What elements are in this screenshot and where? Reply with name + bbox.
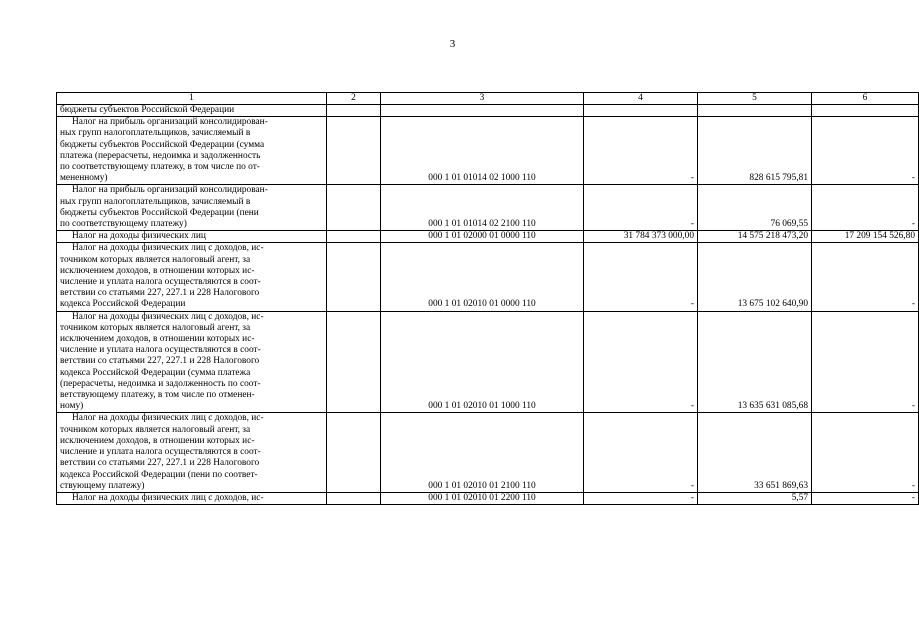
budget-code-cell [381,105,584,117]
budget-code-cell: 000 1 01 02010 01 1000 110 [381,311,584,413]
amount-col6-cell: - [812,185,919,231]
table-row [57,185,919,231]
amount-col6-cell: - [812,117,919,185]
description-line: точником которых является налоговый агент, за [60,254,251,265]
budget-revenue-table [56,92,919,505]
description-line: Налог на доходы физических лиц [72,231,206,242]
budget-code-cell: 000 1 01 01014 02 1000 110 [381,117,584,185]
column-number-6: 6 [812,93,919,105]
amount-col4-cell: - [584,117,698,185]
description-line: ветствии со статьями 227, 227.1 и 228 Налогового [60,458,260,469]
description-line: исключением доходов, в отношении которых ис- [60,435,255,446]
column-number-2: 2 [327,93,381,105]
description-line: точником которых является налоговый агент, за [60,424,251,435]
description-line: Налог на прибыль организаций консолидирован- [72,185,268,196]
description-line: ветствии со статьями 227, 227.1 и 228 Налогового [60,356,260,367]
description-line: платежа (перерасчеты, недоимка и задолженность [60,150,261,161]
description-line: точником которых является налоговый агент, за [60,322,251,333]
description-line: числение и уплата налога осуществляются в соот- [60,277,261,288]
budget-code-cell: 000 1 01 02000 01 0000 110 [381,231,584,243]
amount-col5-cell: 33 651 869,63 [698,413,812,492]
description-line: бюджеты субъектов Российской Федерации [60,105,235,115]
amount-col6-cell: - [812,243,919,311]
amount-col5-cell: 828 615 795,81 [698,117,812,185]
amount-col4-cell: - [584,311,698,413]
amount-col5-cell: 76 069,55 [698,185,812,231]
description-line: Налог на доходы физических лиц с доходов, ис- [72,492,264,503]
description-line: мененному) [60,173,108,184]
table-row [57,492,919,504]
description-line: бюджеты субъектов Российской Федерации (сумма [60,139,265,150]
table-row [57,105,919,117]
description-line: ветствующему платежу, в том числе по отменен- [60,390,255,401]
column-number-4: 4 [584,93,698,105]
row-description [57,117,327,185]
budget-code-cell: 000 1 01 02010 01 2200 110 [381,492,584,504]
amount-col6-cell: - [812,413,919,492]
amount-col4-cell: - [584,413,698,492]
description-line: ветствии со статьями 227, 227.1 и 228 Налогового [60,288,260,299]
description-line: исключением доходов, в отношении которых ис- [60,334,255,345]
amount-col4-cell: - [584,492,698,504]
amount-col4-cell [584,105,698,117]
description-line: Налог на прибыль организаций консолидирован- [72,117,268,128]
row-col2-cell [327,117,381,185]
table-row [57,311,919,413]
description-line: ствующему платежу) [60,480,145,491]
amount-col4-cell: - [584,243,698,311]
row-description [57,243,327,311]
description-line: ных групп налогоплательщиков, зачисляемый в [60,196,251,207]
description-line: Налог на доходы физических лиц с доходов, ис- [72,243,264,254]
page-number: 3 [449,38,456,50]
description-line: ных групп налогоплательщиков, зачисляемый в [60,128,251,139]
row-col2-cell [327,311,381,413]
description-line: кодекса Российской Федерации [60,299,186,310]
description-line: кодекса Российской Федерации (сумма платежа [60,367,251,378]
row-col2-cell [327,243,381,311]
budget-code-cell: 000 1 01 02010 01 0000 110 [381,243,584,311]
amount-col5-cell: 14 575 218 473,20 [698,231,812,243]
table-row [57,413,919,492]
description-line: Налог на доходы физических лиц с доходов, ис- [72,311,264,322]
amount-col6-cell: - [812,311,919,413]
amount-col5-cell [698,105,812,117]
description-line: ному) [60,401,84,412]
amount-col5-cell: 13 635 631 085,68 [698,311,812,413]
budget-code-cell: 000 1 01 02010 01 2100 110 [381,413,584,492]
amount-col6-cell [812,105,919,117]
row-col2-cell [327,105,381,117]
description-line: числение и уплата налога осуществляются в соот- [60,345,261,356]
column-number-row [57,93,919,105]
row-col2-cell [327,492,381,504]
amount-col4-cell: 31 784 373 000,00 [584,231,698,243]
row-col2-cell [327,413,381,492]
row-description [57,413,327,492]
column-number-5: 5 [698,93,812,105]
description-line: по соответствующему платежу) [60,219,187,230]
amount-col6-cell: 17 209 154 526,80 [812,231,919,243]
row-description [57,185,327,231]
description-line: бюджеты субъектов Российской Федерации (пени [60,207,259,218]
description-line: (перерасчеты, недоимка и задолженность по соот- [60,378,261,389]
column-number-1: 1 [57,93,327,105]
table-row [57,243,919,311]
description-line: по соответствующему платежу, в том числе по от- [60,162,260,173]
row-description [57,231,327,243]
amount-col6-cell: - [812,492,919,504]
description-line: числение и уплата налога осуществляются в соот- [60,447,261,458]
budget-code-cell: 000 1 01 01014 02 2100 110 [381,185,584,231]
column-number-3: 3 [381,93,584,105]
row-description [57,311,327,413]
row-description [57,105,327,117]
amount-col4-cell: - [584,185,698,231]
row-description [57,492,327,504]
amount-col5-cell: 13 675 102 640,90 [698,243,812,311]
table-row [57,231,919,243]
table-row [57,117,919,185]
description-line: Налог на доходы физических лиц с доходов, ис- [72,413,264,424]
row-col2-cell [327,231,381,243]
amount-col5-cell: 5,57 [698,492,812,504]
row-col2-cell [327,185,381,231]
description-line: исключением доходов, в отношении которых ис- [60,265,255,276]
description-line: кодекса Российской Федерации (пени по соответ- [60,469,258,480]
